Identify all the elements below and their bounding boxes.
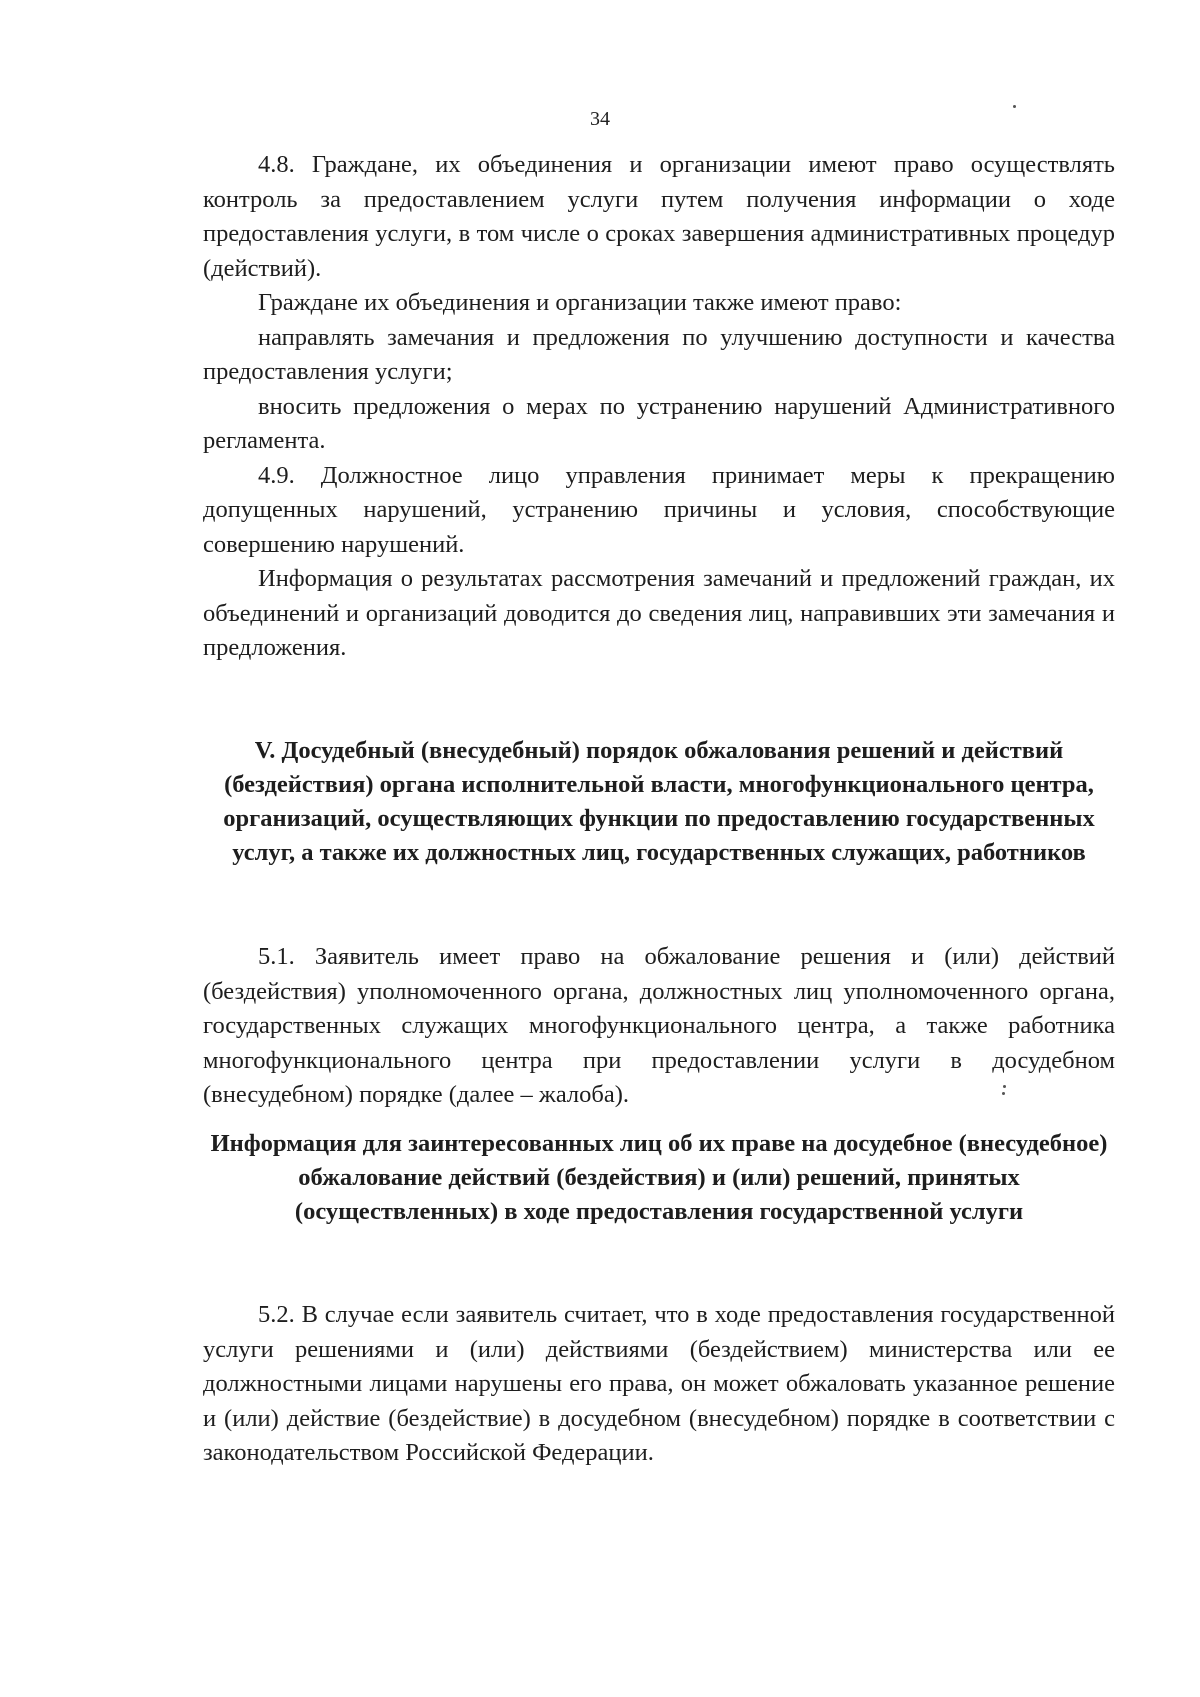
paragraph-5-1: 5.1. Заявитель имеет право на обжалование решения и (или) действий (бездействия) уполномоченного органа, должностных лиц уполномоченного органа, государственных служащих многофункционального центра, а также работника многофункционального центра при предоставлении услуги в досудебном (внесудебном) порядке (далее – жалоба).: [203, 943, 1115, 1108]
section-5-heading: V. Досудебный (внесудебный) порядок обжалования решений и действий (бездействия) органа исполнительной власти, многофункционального центра, организаций, осуществляющих функции по предоставлению государственных услуг, а также их должностных лиц, государственных служащих, работников: [223, 737, 1095, 866]
paragraph-rights-intro: Граждане их объединения и организации также имеют право:: [258, 289, 902, 316]
paragraph-make-proposals: вносить предложения о мерах по устранению нарушений Административного регламента.: [203, 392, 1115, 454]
section-5-1-text: [203, 940, 1115, 1113]
paragraph-4-8: 4.8. Граждане, их объединения и организации имеют право осуществлять контроль за предоставлением услуги путем получения информации о ходе предоставления услуги, в том числе о сроках завершения административных процедур (действий).: [203, 151, 1115, 282]
section-5-2-text: [203, 1298, 1115, 1471]
paragraph-4-9: 4.9. Должностное лицо управления принимает меры к прекращению допущенных нарушений, устранению причины и условия, способствующие совершению нарушений.: [203, 461, 1115, 558]
paragraph-send-remarks: направлять замечания и предложения по улучшению доступности и качества предоставления услуги;: [203, 323, 1115, 385]
section-5-subheading: Информация для заинтересованных лиц об их праве на досудебное (внесудебное) обжалование действий (бездействия) и (или) решений, принятых (осуществленных) в ходе предоставления государственной услуги: [210, 1130, 1108, 1225]
section-4-text: [203, 148, 1115, 666]
page-number: 34: [590, 108, 610, 130]
scan-speck: [1002, 1092, 1005, 1095]
scan-speck: [1013, 105, 1016, 108]
paragraph-results-info: Информация о результатах рассмотрения замечаний и предложений граждан, их объединений и организаций доводится до сведения лиц, направивших эти замечания и предложения.: [203, 565, 1115, 661]
scan-speck: [1003, 1085, 1006, 1088]
paragraph-5-2: 5.2. В случае если заявитель считает, что в ходе предоставления государственной услуги решениями и (или) действиями (бездействием) министерства или ее должностными лицами нарушены его права, он может обжаловать указанное решение и (или) действие (бездействие) в досудебном (внесудебном) порядке в соответствии с законодательством Российской Федерации.: [203, 1301, 1115, 1466]
